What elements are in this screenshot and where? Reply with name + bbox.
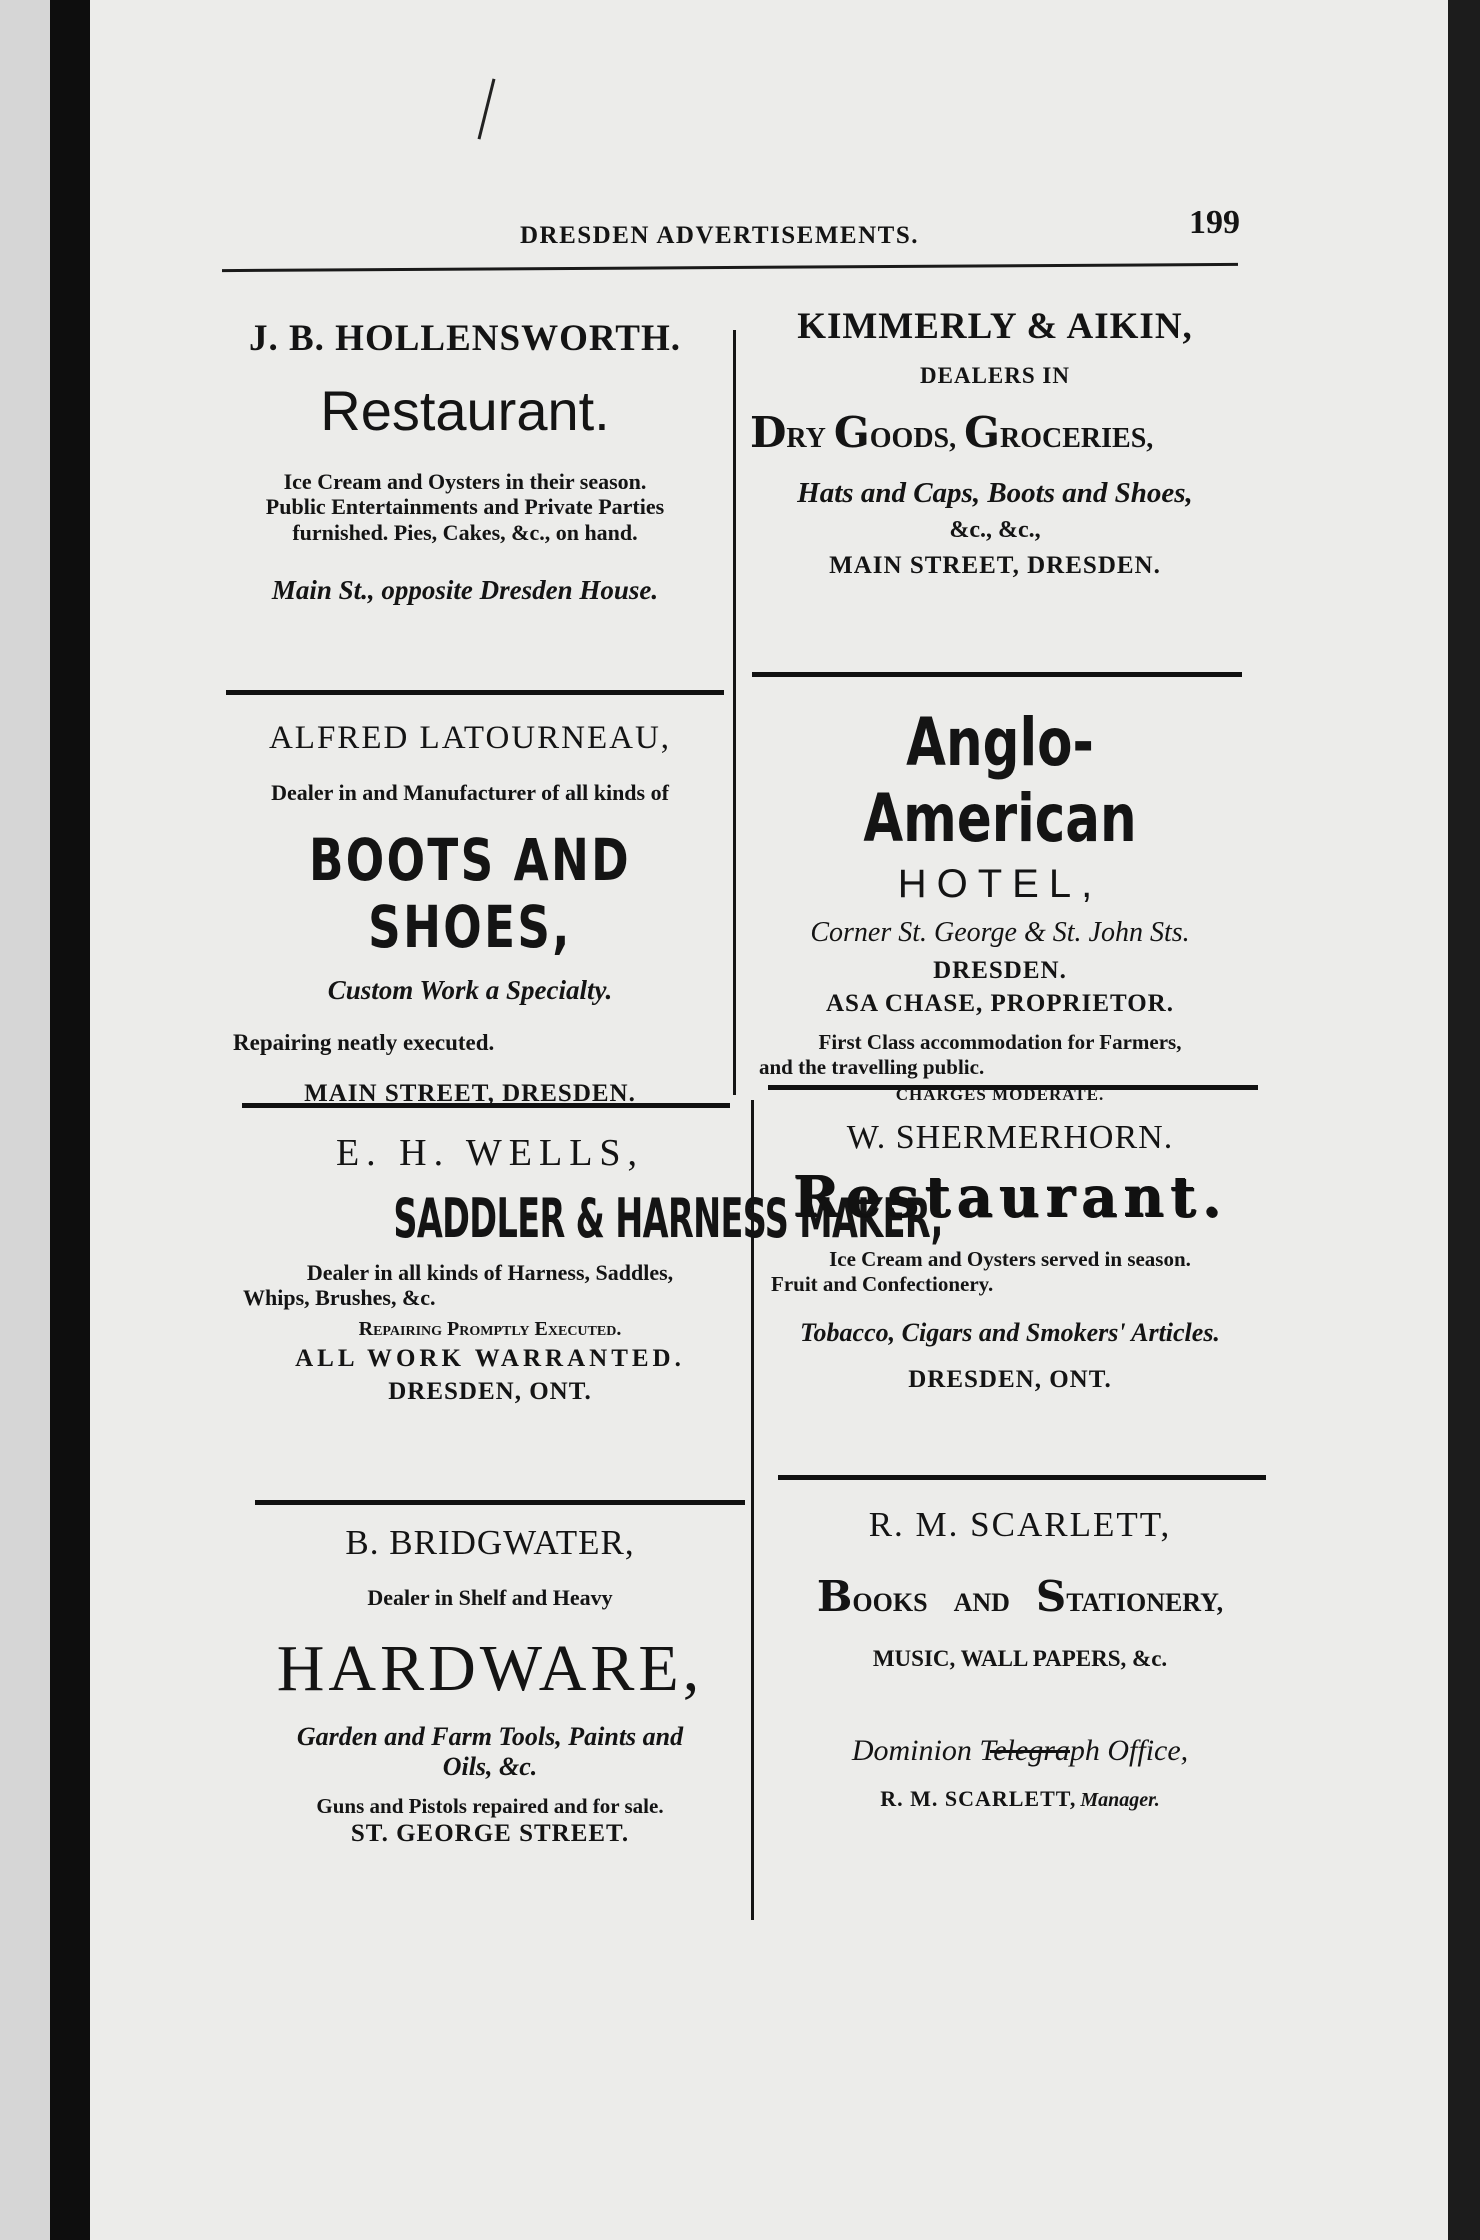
ad-line: &c., &c.,	[949, 516, 1041, 543]
ad-bridgwater	[225, 1523, 755, 1849]
ornate-initial: B	[816, 1572, 853, 1622]
books-text: OOKS	[852, 1588, 928, 1618]
ad-name: KIMMERLY & AIKIN,	[797, 306, 1193, 347]
ornate-initial: D	[750, 407, 787, 457]
ad-line: Repairing neatly executed.	[233, 1029, 495, 1055]
ad-name: W. SHERMERHORN.	[846, 1119, 1174, 1156]
ad-line: furnished. Pies, Cakes, &c., on hand.	[292, 519, 638, 545]
ornate-initial: G	[833, 407, 870, 457]
ornate-initial: S	[1035, 1572, 1067, 1622]
ornate-initial: G	[964, 407, 1000, 457]
ad-line: MUSIC, WALL PAPERS, &c.	[872, 1645, 1168, 1671]
business-text: SADDLER & HARNESS MAKER,	[393, 1186, 943, 1250]
ad-address: DRESDEN, ONT.	[908, 1365, 1112, 1393]
ad-proprietor: ASA CHASE, PROPRIETOR.	[826, 989, 1174, 1017]
section-rule	[752, 672, 1242, 677]
ad-dealers: DEALERS IN	[920, 362, 1070, 388]
ad-line: Dealer in Shelf and Heavy	[367, 1585, 613, 1611]
ad-books	[765, 1573, 1275, 1621]
ad-line: Oils, &c.	[442, 1752, 538, 1782]
ad-hotel: HOTEL,	[897, 861, 1103, 906]
ad-city: DRESDEN.	[933, 956, 1067, 984]
goods-text: OODS,	[869, 422, 957, 454]
books-text: TATIONERY,	[1066, 1588, 1224, 1618]
ad-business: Restaurant.	[792, 1164, 1228, 1231]
ad-business	[205, 827, 735, 960]
section-rule	[778, 1475, 1266, 1480]
left-page-edge	[0, 0, 50, 2240]
ad-address: MAIN STREET, DRESDEN.	[304, 1080, 636, 1108]
ad-repair: Repairing Promptly Executed.	[358, 1318, 622, 1341]
business-text: BOOTS AND SHOES,	[308, 826, 632, 961]
page-number: 199	[1189, 204, 1240, 241]
ad-manager	[765, 1786, 1275, 1812]
goods-text: RY	[786, 422, 826, 454]
ad-address: Main St., opposite Dresden House.	[271, 574, 659, 605]
ad-business: HARDWARE,	[276, 1631, 704, 1705]
ad-line: Garden and Farm Tools, Paints and	[296, 1722, 684, 1752]
ad-name: J. B. HOLLENSWORTH.	[249, 318, 681, 359]
ad-business: Restaurant.	[320, 378, 610, 442]
ad-telegraph: Dominion Telegraph Office,	[851, 1733, 1189, 1767]
ad-address: ST. GEORGE STREET.	[350, 1820, 630, 1848]
ad-line: Whips, Brushes, &c.	[243, 1285, 436, 1311]
running-title: DRESDEN ADVERTISEMENTS.	[520, 222, 919, 249]
ad-line: First Class accommodation for Farmers,	[818, 1030, 1182, 1055]
ad-line: Ice Cream and Oysters in their season.	[283, 468, 647, 494]
ad-name: R. M. SCARLETT,	[868, 1505, 1172, 1544]
ad-business	[225, 1186, 943, 1250]
ad-line: Fruit and Confectionery.	[771, 1271, 994, 1296]
ad-name: E. H. WELLS,	[335, 1132, 645, 1174]
ad-line: Public Entertainments and Private Parties	[265, 494, 665, 520]
ad-line: Dealer in all kinds of Harness, Saddles,	[306, 1259, 674, 1285]
ad-line: Hats and Caps, Boots and Shoes,	[797, 477, 1193, 510]
ad-warranted: ALL WORK WARRANTED.	[295, 1345, 685, 1373]
ad-goods	[740, 409, 1250, 457]
ad-address: DRESDEN, ONT.	[388, 1378, 592, 1406]
right-page-edge	[1448, 0, 1480, 2240]
books-text: AND	[953, 1588, 1010, 1618]
section-rule	[255, 1500, 745, 1505]
ad-address: MAIN STREET, DRESDEN.	[829, 552, 1161, 580]
manager-name: R. M. SCARLETT,	[880, 1786, 1077, 1812]
manager-title: Manager.	[1080, 1789, 1160, 1812]
ad-specialty: Custom Work a Specialty.	[327, 974, 613, 1005]
ad-line: Dealer in and Manufacturer of all kinds of	[271, 779, 669, 805]
goods-text: ROCERIES,	[1000, 422, 1154, 454]
ad-hollensworth	[200, 318, 730, 606]
ad-line: and the travelling public.	[759, 1054, 985, 1079]
page-header	[130, 198, 1240, 258]
ad-scarlett	[765, 1505, 1275, 1812]
ad-name	[745, 705, 1255, 857]
ad-kimmerly	[740, 306, 1250, 581]
ad-line: Guns and Pistols repaired and for sale.	[316, 1794, 664, 1819]
hotel-name: Anglo-American	[863, 704, 1137, 857]
ad-charges: CHARGES MODERATE.	[895, 1084, 1105, 1104]
ad-name: B. BRIDGWATER,	[345, 1523, 635, 1562]
ad-name: ALFRED LATOURNEAU,	[268, 720, 672, 756]
ad-line: Tobacco, Cigars and Smokers' Articles.	[800, 1317, 1220, 1347]
ad-anglo-american	[745, 705, 1255, 1104]
book-binding	[50, 0, 90, 2240]
ad-shermerhorn	[755, 1118, 1265, 1394]
ad-corner: Corner St. George & St. John Sts.	[810, 916, 1190, 948]
ad-line: Ice Cream and Oysters served in season.	[829, 1247, 1191, 1272]
ad-latourneau	[205, 720, 735, 1109]
section-rule	[226, 690, 724, 695]
